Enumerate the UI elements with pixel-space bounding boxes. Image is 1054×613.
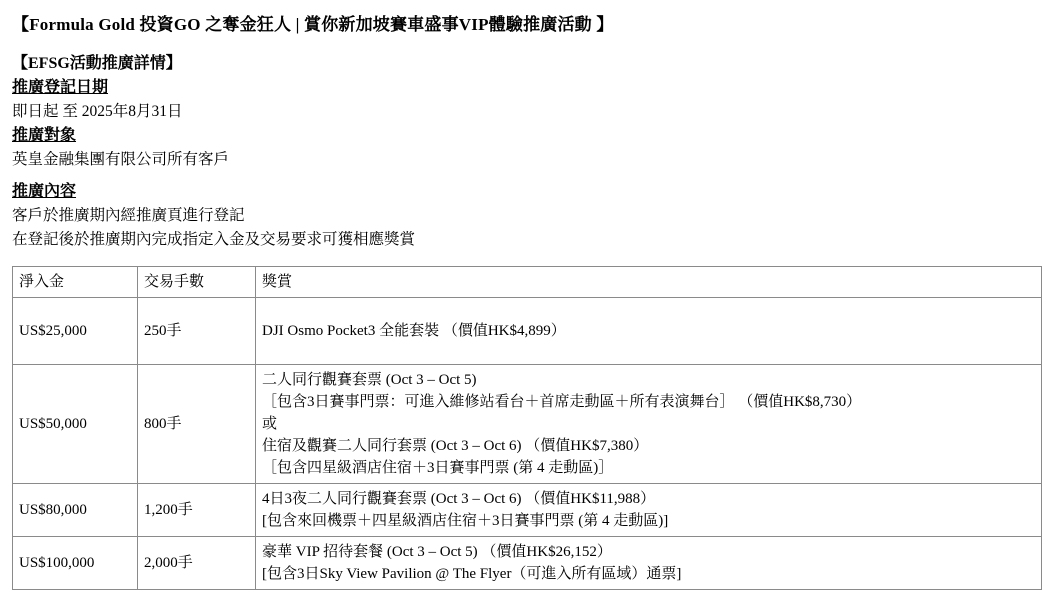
row-4-reward-line-1: 豪華 VIP 招待套餐 (Oct 3 – Oct 5) （價值HK$26,152）: [262, 544, 612, 560]
header-reward: 獎賞: [256, 267, 1042, 298]
row-2-reward-line-3: 或: [262, 416, 278, 432]
row-4-amount: US$100,000: [13, 537, 138, 590]
spacer: [12, 38, 1042, 52]
promo-target-text: 英皇金融集團有限公司所有客戶: [12, 151, 230, 168]
row-2-lots: 800手: [138, 365, 256, 484]
table-row: [13, 537, 1042, 590]
row-2-reward-line-1: 二人同行觀賽套票 (Oct 3 – Oct 5): [262, 372, 477, 388]
row-3-amount: US$80,000: [13, 484, 138, 537]
header-lots: 交易手數: [138, 267, 256, 298]
table-row: [13, 298, 1042, 365]
promo-period-heading: 推廣登記日期: [12, 79, 109, 96]
reward-table: [12, 266, 1042, 590]
table-header-row: [13, 267, 1042, 298]
promo-period-text: 即日起 至 2025年8月31日: [12, 103, 183, 120]
table-row: [13, 365, 1042, 484]
page-title: 【Formula Gold 投資GO 之奪金狂人 | 賞你新加坡賽車盛事VIP體驗推廣活動 】: [12, 15, 614, 34]
row-2-reward: [256, 365, 1042, 484]
spacer: [12, 172, 1042, 180]
row-2-amount: US$50,000: [13, 365, 138, 484]
row-1-reward-line-1: DJI Osmo Pocket3 全能套裝 （價值HK$4,899）: [262, 323, 566, 339]
row-3-lots: 1,200手: [138, 484, 256, 537]
row-1-amount: US$25,000: [13, 298, 138, 365]
promo-target-heading: 推廣對象: [12, 127, 77, 144]
row-1-lots: 250手: [138, 298, 256, 365]
header-net-deposit: 淨入金: [13, 267, 138, 298]
row-1-reward: [256, 298, 1042, 365]
row-2-reward-line-2: ［包含3日賽事門票：可進入維修站看台＋首席走動區＋所有表演舞台］ （價值HK$8,730）: [262, 394, 862, 410]
table-row: [13, 484, 1042, 537]
row-3-reward: [256, 484, 1042, 537]
row-3-reward-line-1: 4日3夜二人同行觀賽套票 (Oct 3 – Oct 6) （價值HK$11,988）: [262, 491, 656, 507]
promo-content-heading: 推廣內容: [12, 183, 77, 200]
promo-content-line-1: 客戶於推廣期內經推廣頁進行登記: [12, 207, 245, 224]
row-2-reward-line-5: ［包含四星級酒店住宿＋3日賽事門票 (第 4 走動區)］: [262, 460, 614, 476]
row-4-lots: 2,000手: [138, 537, 256, 590]
row-4-reward-line-2: [包含3日Sky View Pavilion @ The Flyer（可進入所有區域）通票]: [262, 566, 682, 582]
row-4-reward: [256, 537, 1042, 590]
row-3-reward-line-2: [包含來回機票＋四星級酒店住宿＋3日賽事門票 (第 4 走動區)]: [262, 513, 669, 529]
row-2-reward-line-4: 住宿及觀賽二人同行套票 (Oct 3 – Oct 6) （價值HK$7,380）: [262, 438, 649, 454]
section-heading: 【EFSG活動推廣詳情】: [12, 55, 182, 72]
promo-content-line-2: 在登記後於推廣期內完成指定入金及交易要求可獲相應獎賞: [12, 231, 416, 248]
